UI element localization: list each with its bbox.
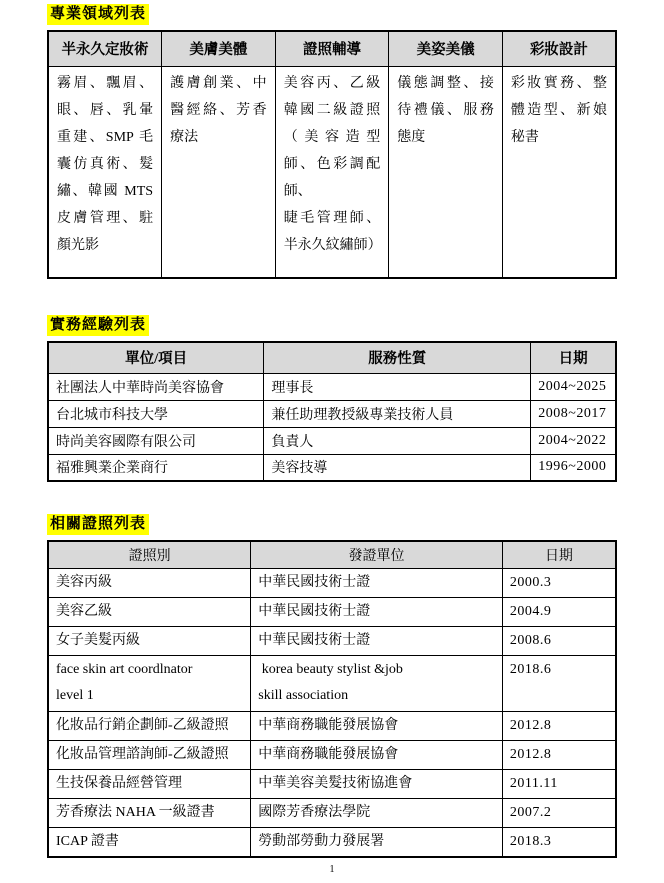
role-cell: 理事長 [264, 373, 531, 400]
table-row [48, 711, 616, 740]
column-header: 證照輔導 [275, 31, 389, 66]
table-row [48, 626, 616, 655]
table-row [48, 769, 616, 798]
column-header: 單位/項目 [48, 342, 264, 373]
cert-name-cell: 芳香療法 NAHA 一級證書 [48, 798, 251, 827]
table-row [48, 400, 616, 427]
issuer-cell: 勞動部勞動力發展署 [251, 827, 503, 857]
column-header: 日期 [531, 342, 616, 373]
issuer-cell: 中華商務職能發展協會 [251, 711, 503, 740]
date-cell: 2018.6 [502, 655, 616, 711]
unit-cell: 社團法人中華時尚美容協會 [48, 373, 264, 400]
cert-name-cell [48, 655, 251, 711]
table-row [48, 454, 616, 481]
cert-name-cell: 女子美髮丙級 [48, 626, 251, 655]
cert-name-cell: 化妝品行銷企劃師-乙級證照 [48, 711, 251, 740]
table-cell [48, 66, 162, 278]
section-title-certificates: 相關證照列表 [47, 514, 149, 535]
date-cell: 2012.8 [502, 711, 616, 740]
date-cell: 2012.8 [502, 740, 616, 769]
cert-name-cell: 化妝品管理諮詢師-乙級證照 [48, 740, 251, 769]
section-title-professional: 專業領域列表 [47, 4, 149, 25]
column-header: 美膚美體 [162, 31, 276, 66]
table-cell [389, 66, 503, 278]
table-header-row [48, 541, 616, 568]
table-row [48, 373, 616, 400]
section-experience [47, 315, 617, 482]
date-cell: 2008.6 [502, 626, 616, 655]
date-cell: 2008~2017 [531, 400, 616, 427]
issuer-cell: 中華商務職能發展協會 [251, 740, 503, 769]
role-cell: 美容技導 [264, 454, 531, 481]
unit-cell: 福雅興業企業商行 [48, 454, 264, 481]
role-cell: 負責人 [264, 427, 531, 454]
unit-cell: 台北城市科技大學 [48, 400, 264, 427]
issuer-cell: 中華民國技術士證 [251, 626, 503, 655]
cell-text: 護膚創業、中醫經絡、芳香療法 [170, 75, 267, 145]
professional-fields-table [47, 30, 617, 279]
cell-text: 儀態調整、接待禮儀、服務態度 [397, 75, 494, 145]
column-header: 證照別 [48, 541, 251, 568]
role-cell: 兼任助理教授級專業技術人員 [264, 400, 531, 427]
table-row [48, 66, 616, 278]
section-certificates [47, 514, 617, 858]
cert-name-cell: ICAP 證書 [48, 827, 251, 857]
column-header: 半永久定妝術 [48, 31, 162, 66]
column-header: 彩妝設計 [502, 31, 616, 66]
date-cell: 2011.11 [502, 769, 616, 798]
cell-text: level 1 [56, 688, 94, 703]
issuer-cell [251, 655, 503, 711]
experience-table [47, 341, 617, 482]
cert-name-cell: 美容丙級 [48, 568, 251, 597]
cell-text: 霧眉、飄眉、眼、唇、乳暈重建、SMP 毛囊仿真術、髮繡、韓國 MTS 皮膚管理、駐顏光影 [57, 75, 154, 253]
cell-text: 睫毛管理師、半永久紋繡師） [283, 210, 382, 253]
section-title-experience: 實務經驗列表 [47, 315, 149, 336]
page-number: 1 [329, 864, 335, 875]
table-cell [162, 66, 276, 278]
issuer-cell: 中華民國技術士證 [251, 568, 503, 597]
table-row [48, 597, 616, 626]
table-row [48, 798, 616, 827]
date-cell: 2007.2 [502, 798, 616, 827]
date-cell: 2000.3 [502, 568, 616, 597]
cell-text: 美容丙、乙級韓國二級證照（美容造型師、色彩調配師、 [283, 75, 381, 199]
table-row [48, 655, 616, 711]
cell-text: 彩妝實務、整體造型、新娘秘書 [510, 75, 607, 145]
certificates-table [47, 540, 617, 858]
table-header-row [48, 342, 616, 373]
column-header: 日期 [502, 541, 616, 568]
cell-text: skill association [258, 688, 349, 703]
table-header-row [48, 31, 616, 66]
column-header: 美姿美儀 [389, 31, 503, 66]
date-cell: 2004~2022 [531, 427, 616, 454]
date-cell: 2004.9 [502, 597, 616, 626]
cert-name-cell: 生技保養品經營管理 [48, 769, 251, 798]
issuer-cell: 國際芳香療法學院 [251, 798, 503, 827]
cell-text: korea beauty stylist &job [258, 662, 403, 677]
cell-text: face skin art coordlnator [56, 662, 193, 677]
issuer-cell: 中華民國技術士證 [251, 597, 503, 626]
column-header: 服務性質 [264, 342, 531, 373]
table-cell [502, 66, 616, 278]
table-row [48, 427, 616, 454]
unit-cell: 時尚美容國際有限公司 [48, 427, 264, 454]
section-professional [47, 4, 617, 279]
date-cell: 2018.3 [502, 827, 616, 857]
table-row [48, 568, 616, 597]
date-cell: 2004~2025 [531, 373, 616, 400]
date-cell: 1996~2000 [531, 454, 616, 481]
cert-name-cell: 美容乙級 [48, 597, 251, 626]
issuer-cell: 中華美容美髮技術協進會 [251, 769, 503, 798]
table-row [48, 740, 616, 769]
table-row [48, 827, 616, 857]
column-header: 發證單位 [251, 541, 503, 568]
table-cell [275, 66, 389, 278]
